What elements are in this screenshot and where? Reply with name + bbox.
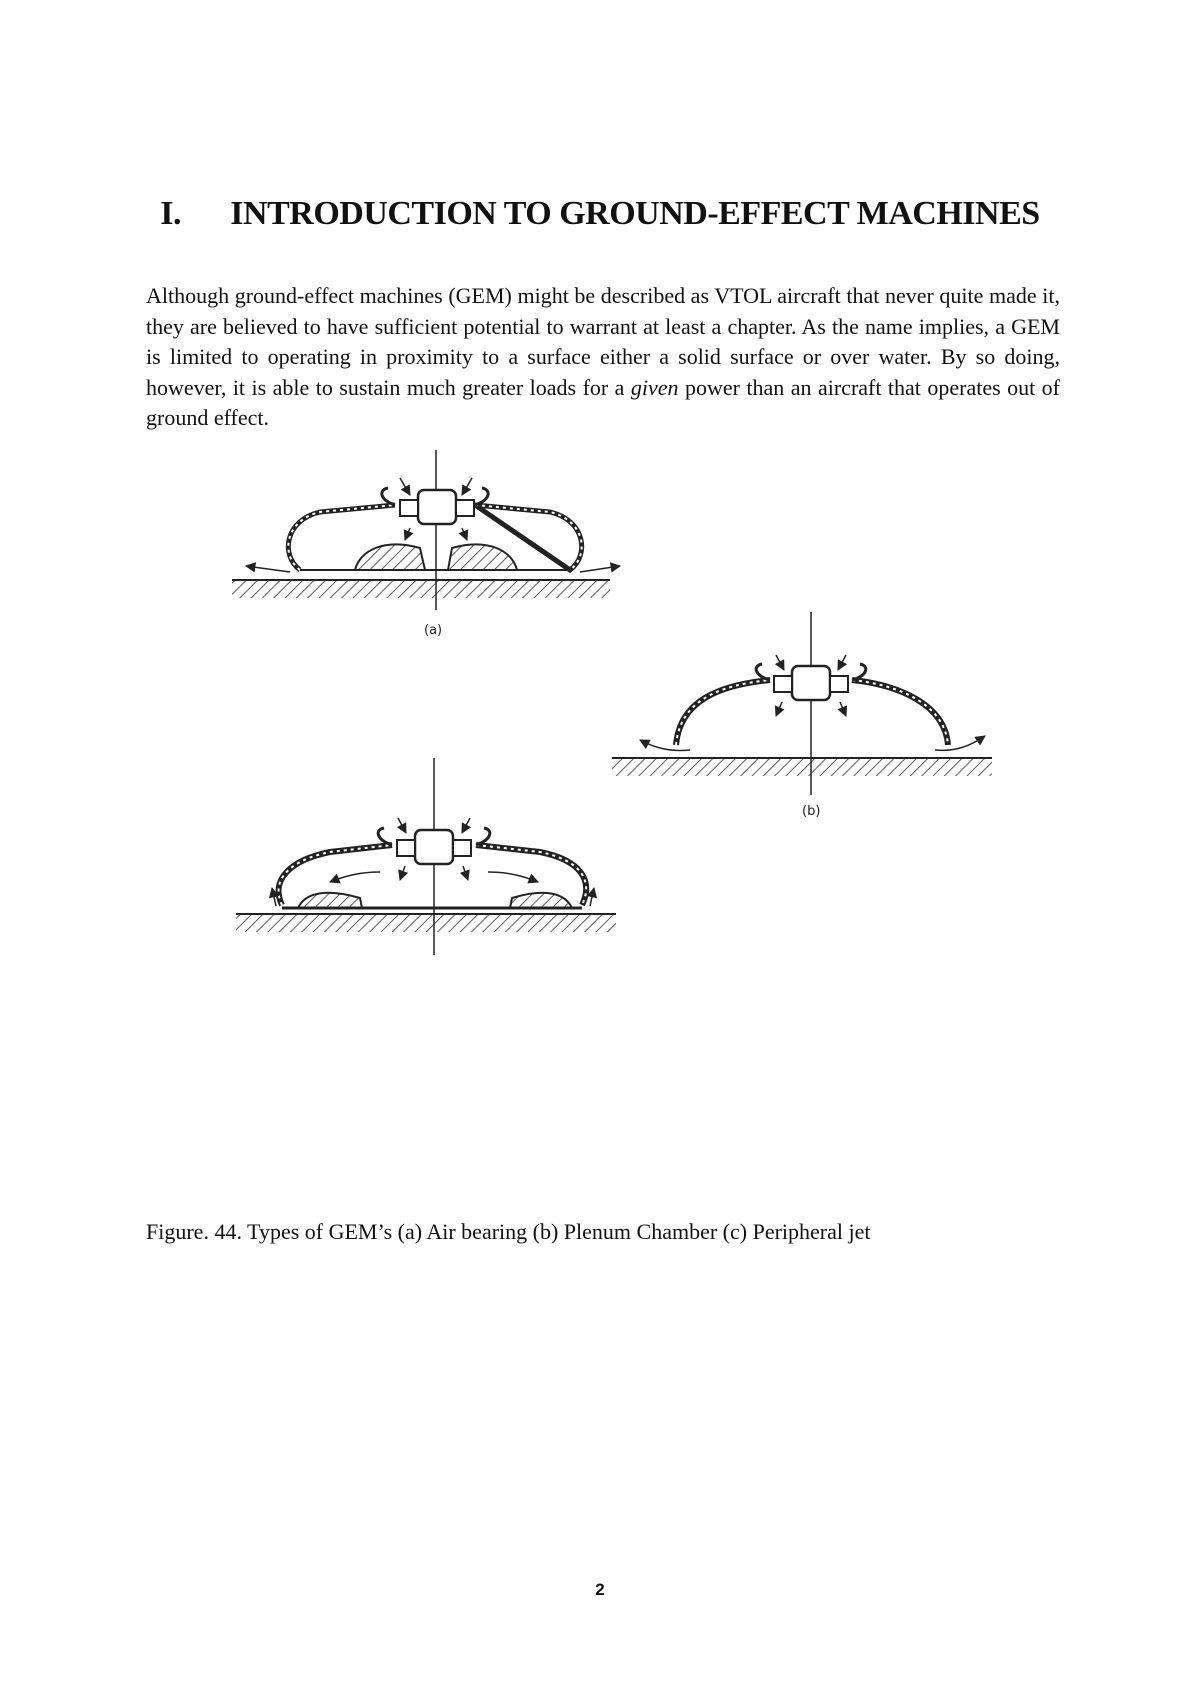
page-number: 2 xyxy=(595,1580,605,1599)
paragraph-text-1: Although ground-effect machines (GEM) might be described as VTOL aircraft that never quite made it, they are believed to have sufficient potential to warrant at least a chapter. As the name implies, a GEM is limited to operating in proximity to a surface either a solid surface or over water. By so doing, however, it is able to sustain much greater loads for a xyxy=(146,283,1060,400)
panel-a-air-bearing xyxy=(232,450,620,638)
panel-b-plenum-chamber xyxy=(612,612,992,819)
panel-b-label: (b) xyxy=(802,804,821,819)
paragraph-text-2: power than an aircraft that operates out of ground effect. xyxy=(146,374,1060,430)
panel-a-label: (a) xyxy=(424,623,443,638)
figure-caption: Figure. 44. Types of GEM’s (a) Air bearing (b) Plenum Chamber (c) Peripheral jet xyxy=(146,1219,871,1244)
section-heading xyxy=(140,190,1060,238)
section-title: INTRODUCTION TO GROUND-EFFECT MACHINES xyxy=(230,195,1040,232)
intro-paragraph xyxy=(146,281,1060,434)
panel-c-peripheral-jet xyxy=(236,758,616,955)
paragraph-emphasis: given xyxy=(630,374,679,400)
section-number: I. xyxy=(160,195,182,232)
